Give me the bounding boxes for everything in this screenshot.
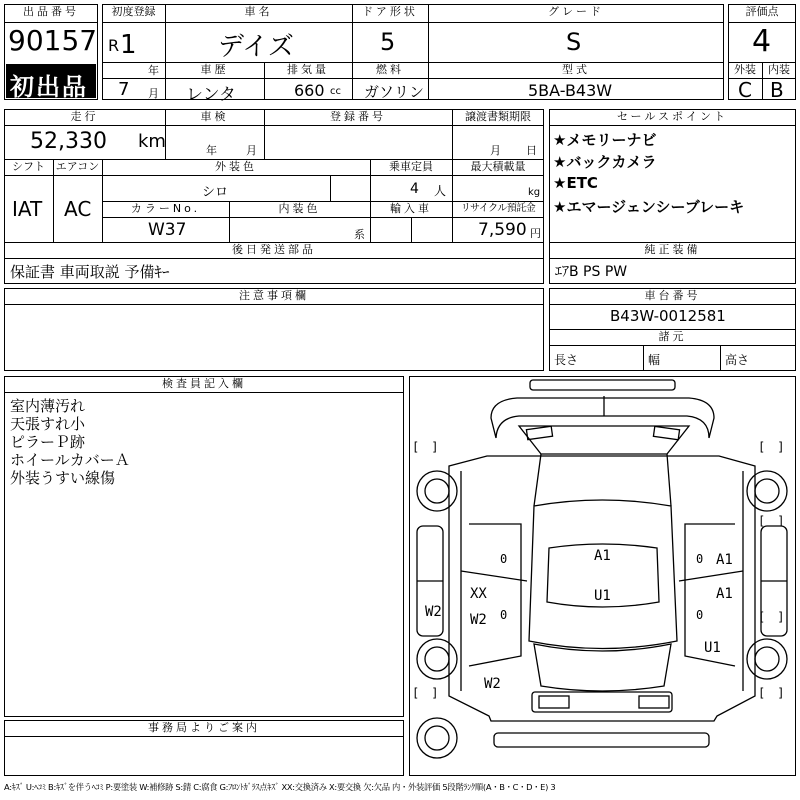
inspection-label: 車検	[200, 110, 229, 123]
damage-mark: A1	[716, 586, 733, 602]
year-unit: 年	[148, 64, 159, 77]
chassis-label: 車台番号	[644, 289, 701, 302]
car-diagram	[409, 376, 796, 776]
ac-label: エアコン	[55, 160, 100, 173]
grade-label: グレード	[548, 5, 604, 18]
inspector-note: 室内薄汚れ	[10, 397, 86, 415]
color-no-label: カラーNo.	[130, 202, 201, 215]
score-label: 評価点	[745, 5, 779, 18]
car-name-label: 車名	[244, 5, 273, 18]
damage-mark: A1	[716, 552, 733, 568]
series-unit: 系	[354, 228, 365, 241]
bracket-mark: [ ]	[758, 610, 785, 624]
yen-unit: 円	[530, 227, 541, 240]
spec-label: 諸元	[658, 330, 687, 343]
shift-label: シフト	[12, 160, 45, 173]
shift: IAT	[12, 197, 43, 221]
lot-label: 出品番号	[23, 5, 79, 18]
damage-mark: XX	[470, 586, 487, 602]
zero-mark: 0	[500, 552, 508, 566]
color-no: W37	[148, 220, 187, 240]
inspector-note: ホイールカバーＡ	[10, 451, 130, 469]
damage-mark: U1	[594, 588, 611, 604]
inspector-note: ピラーＰ跡	[10, 433, 86, 451]
load-label: 最大積載量	[470, 160, 526, 173]
color-label: 外装色	[215, 160, 257, 173]
inspection-year-unit: 年	[206, 144, 217, 157]
interior-color-label: 内装色	[278, 202, 321, 215]
km-unit: km	[138, 131, 166, 152]
legend: A:ｷｽﾞ U:ﾍｺﾐ B:ｷｽﾞを伴うﾍｺﾐ P:要塗装 W:補修跡 S:錆 C:腐食 G:ﾌﾛﾝﾄｶﾞﾗｽ点ｷｽﾞ XX:交換済み X:要交換 欠:欠品 内・外装評価 5段階ﾗﾝｸ順(A・B・C・D・E) 3	[4, 782, 556, 792]
transfer-month-unit: 月	[490, 144, 501, 157]
first-reg-label: 初度登録	[111, 5, 156, 18]
height-label: 高さ	[725, 353, 750, 367]
mileage-label: 走行	[70, 110, 99, 123]
transfer-day-unit: 日	[526, 144, 537, 157]
displacement: 660	[294, 81, 325, 100]
model-label: 型式	[562, 63, 590, 76]
reg-month: 7	[118, 79, 130, 100]
registration-label: 登録番号	[330, 110, 386, 123]
sales-points-label: セールスポイント	[616, 110, 728, 123]
bracket-mark: [ ]	[758, 440, 785, 454]
inspector-note: 外装うすい線傷	[10, 469, 116, 487]
office-label: 事務局よりご案内	[148, 721, 260, 734]
width-label: 幅	[648, 353, 661, 367]
later-parts-label: 後日発送部品	[232, 243, 316, 256]
capacity-unit: 人	[434, 184, 447, 198]
cc-unit: cc	[330, 86, 341, 97]
damage-mark: U1	[704, 640, 721, 656]
fuel-label: 燃料	[376, 63, 404, 76]
later-parts: 保証書 車両取説 予備ｷｰ	[10, 263, 170, 281]
sales-point: ★ETC	[553, 174, 598, 192]
bracket-mark: [ ]	[412, 440, 439, 454]
transfer-label: 譲渡書類期限	[465, 110, 531, 123]
doors: 5	[380, 28, 396, 56]
inspector-note: 天張すれ小	[10, 415, 86, 433]
length-label: 長さ	[554, 353, 579, 367]
sales-point: ★メモリーナビ	[553, 131, 657, 149]
first-listing-text: 初出品	[10, 73, 88, 101]
damage-mark: A1	[594, 548, 611, 564]
bracket-mark: [ ]	[758, 686, 785, 700]
damage-mark: W2	[425, 604, 442, 620]
import-label: 輸入車	[390, 202, 432, 215]
recycle-label: リサイクル預託金	[460, 203, 536, 214]
model: 5BA-B43W	[528, 81, 613, 100]
reg-year: 1	[120, 30, 137, 60]
bracket-mark: [ ]	[412, 686, 439, 700]
sales-point: ★エマージェンシーブレーキ	[553, 198, 745, 216]
notes-label: 注意事項欄	[239, 289, 309, 302]
exterior-label: 外装	[734, 63, 756, 76]
recycle-fee: 7,590	[478, 220, 527, 240]
damage-mark: W2	[484, 676, 501, 692]
history-label: 車歴	[200, 63, 229, 76]
capacity-label: 乗車定員	[389, 160, 433, 173]
displacement-label: 排気量	[287, 63, 329, 76]
genuine-equipment: ｴｱB PS PW	[555, 264, 628, 280]
month-unit: 月	[148, 87, 159, 100]
era: R	[108, 36, 120, 55]
door-label: ドア形状	[362, 5, 418, 18]
fuel: ガソリン	[364, 83, 425, 101]
interior-grade: B	[770, 78, 784, 102]
zero-mark: 0	[696, 608, 704, 622]
lot-number: 90157	[8, 24, 98, 57]
zero-mark: 0	[696, 552, 704, 566]
score: 4	[752, 24, 772, 59]
car-name: デイズ	[218, 32, 294, 62]
capacity: 4	[410, 181, 419, 197]
mileage: 52,330	[30, 129, 107, 154]
bracket-mark: [ ]	[758, 514, 785, 528]
inspection-month-unit: 月	[246, 144, 257, 157]
exterior-grade: C	[738, 78, 752, 102]
interior-label: 内装	[768, 63, 790, 76]
chassis-number: B43W-0012581	[610, 307, 726, 325]
ac: AC	[64, 197, 92, 221]
history: レンタ	[186, 85, 236, 105]
zero-mark: 0	[500, 608, 508, 622]
damage-mark: W2	[470, 612, 487, 628]
inspector-label: 検査員記入欄	[162, 377, 246, 390]
kg-unit: kg	[528, 187, 541, 198]
grade: S	[566, 28, 582, 56]
genuine-equipment-label: 純正装備	[644, 243, 701, 256]
color: シロ	[202, 185, 229, 200]
sales-point: ★バックカメラ	[553, 153, 657, 171]
